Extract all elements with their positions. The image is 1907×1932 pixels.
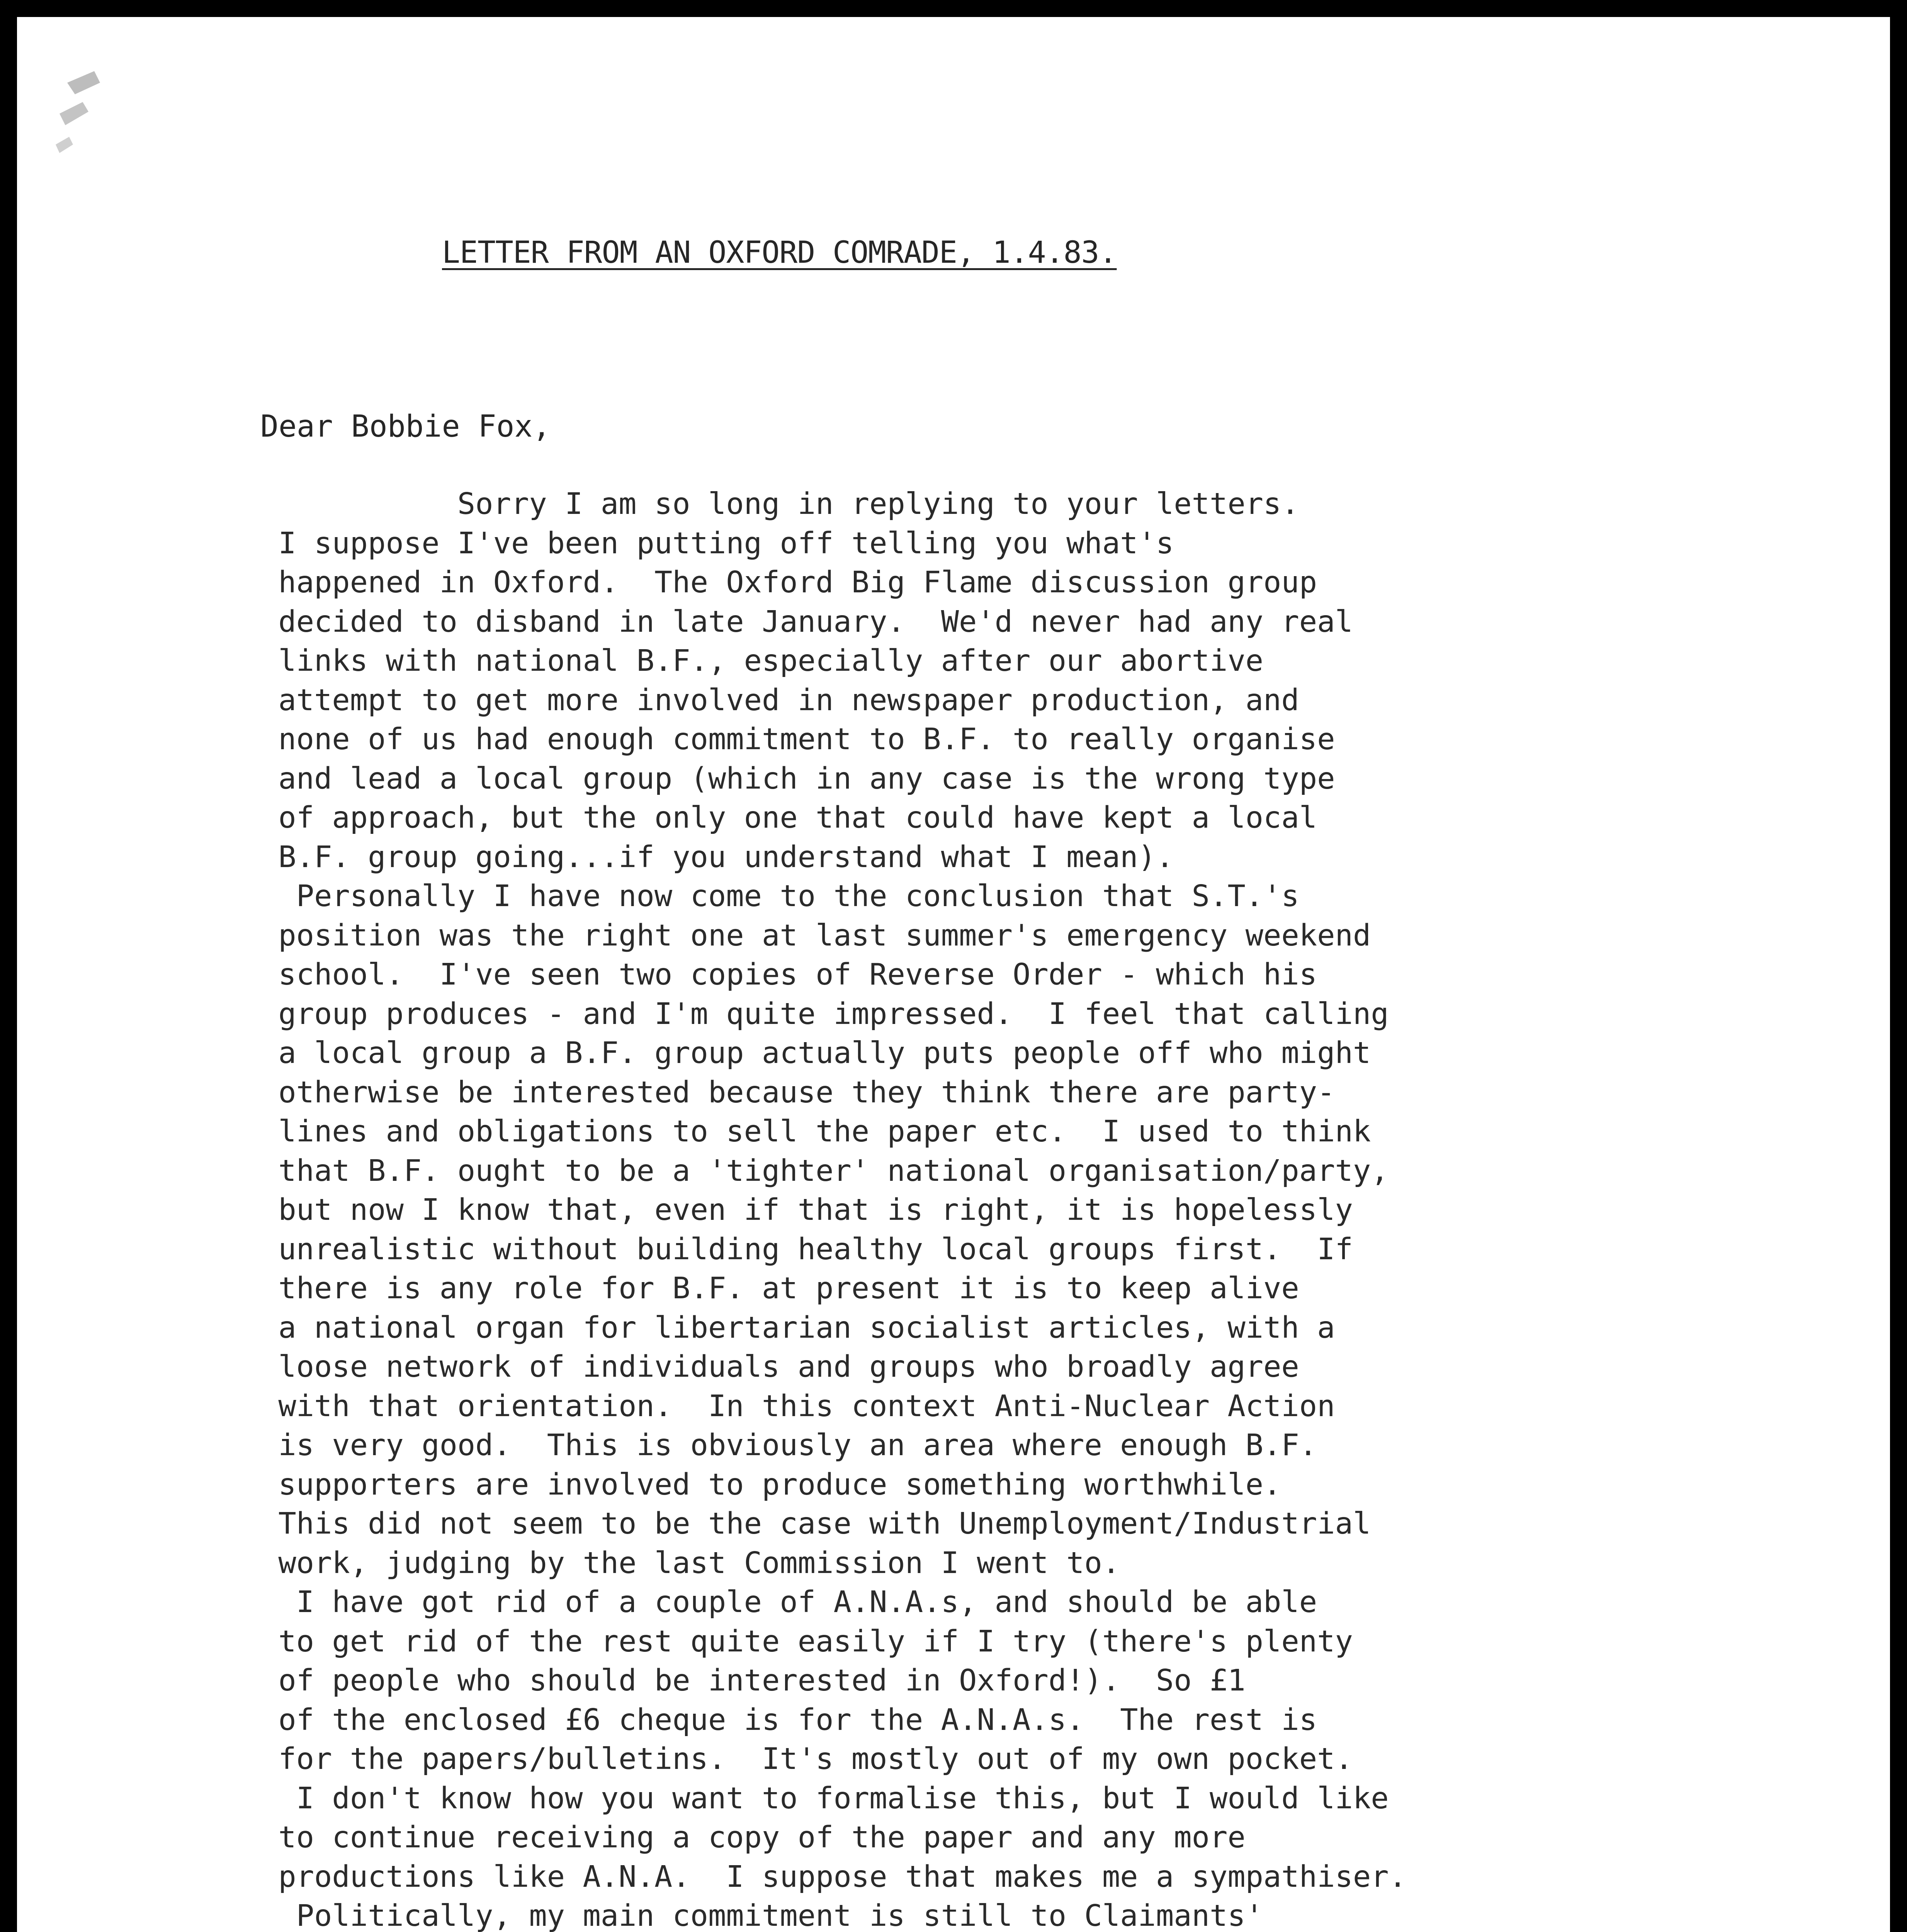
body-line: loose network of individuals and groups who broadly agree bbox=[260, 1350, 1299, 1384]
body-line: there is any role for B.F. at present it is to keep alive bbox=[260, 1271, 1299, 1306]
body-line: work, judging by the last Commission I went to. bbox=[260, 1546, 1120, 1580]
body-line: Sorry I am so long in replying to your letters. bbox=[260, 487, 1299, 521]
body-line: of the enclosed £6 cheque is for the A.N.A.s. The rest is bbox=[260, 1702, 1317, 1737]
body-line: position was the right one at last summer's emergency weekend bbox=[260, 918, 1371, 953]
body-line: school. I've seen two copies of Reverse Order - which his bbox=[260, 957, 1317, 992]
body-line: for the papers/bulletins. It's mostly out of my own pocket. bbox=[260, 1742, 1353, 1776]
body-line: This did not seem to be the case with Unemployment/Industrial bbox=[260, 1507, 1371, 1541]
body-line: with that orientation. In this context Anti-Nuclear Action bbox=[260, 1389, 1335, 1423]
body-line: Personally I have now come to the conclusion that S.T.'s bbox=[260, 879, 1299, 913]
body-line: productions like A.N.A. I suppose that makes me a sympathiser. bbox=[260, 1859, 1407, 1894]
body-line: decided to disband in late January. We'd never had any real bbox=[260, 604, 1353, 639]
letter-body bbox=[260, 485, 1806, 1932]
body-line: a local group a B.F. group actually puts people off who might bbox=[260, 1036, 1371, 1070]
body-line: of people who should be interested in Oxford!). So £1 bbox=[260, 1663, 1246, 1698]
body-line: to continue receiving a copy of the paper and any more bbox=[260, 1820, 1246, 1855]
body-line: and lead a local group (which in any case is the wrong type bbox=[260, 761, 1335, 796]
body-line: that B.F. ought to be a 'tighter' national organisation/party, bbox=[260, 1153, 1389, 1188]
body-line: to get rid of the rest quite easily if I try (there's plenty bbox=[260, 1624, 1353, 1659]
body-line: unrealistic without building healthy local groups first. If bbox=[260, 1232, 1353, 1267]
body-line: a national organ for libertarian socialist articles, with a bbox=[260, 1310, 1335, 1345]
body-line: of approach, but the only one that could have kept a local bbox=[260, 801, 1317, 835]
staple-holes-icon bbox=[52, 67, 121, 160]
body-line: attempt to get more involved in newspaper production, and bbox=[260, 683, 1299, 718]
body-line: Politically, my main commitment is still to Claimants' bbox=[260, 1899, 1264, 1932]
letter-page bbox=[17, 17, 1890, 1932]
body-line: lines and obligations to sell the paper etc. I used to think bbox=[260, 1114, 1371, 1149]
body-line: B.F. group going...if you understand what I mean). bbox=[260, 840, 1174, 874]
body-line: group produces - and I'm quite impressed. I feel that calling bbox=[260, 997, 1389, 1031]
body-line: supporters are involved to produce something worthwhile. bbox=[260, 1467, 1282, 1502]
body-line: links with national B.F., especially after our abortive bbox=[260, 644, 1264, 678]
letter-title: LETTER FROM AN OXFORD COMRADE, 1.4.83. bbox=[442, 235, 1117, 270]
body-line: but now I know that, even if that is right, it is hopelessly bbox=[260, 1193, 1353, 1227]
body-line: I suppose I've been putting off telling you what's bbox=[260, 526, 1174, 561]
body-line: otherwise be interested because they think there are party- bbox=[260, 1075, 1335, 1110]
body-line: is very good. This is obviously an area where enough B.F. bbox=[260, 1428, 1317, 1463]
body-line: none of us had enough commitment to B.F. to really organise bbox=[260, 722, 1335, 757]
body-line: happened in Oxford. The Oxford Big Flame discussion group bbox=[260, 565, 1317, 600]
body-line: I don't know how you want to formalise this, but I would like bbox=[260, 1781, 1389, 1816]
letter-salutation: Dear Bobbie Fox, bbox=[260, 409, 551, 444]
body-line: I have got rid of a couple of A.N.A.s, and should be able bbox=[260, 1585, 1317, 1619]
